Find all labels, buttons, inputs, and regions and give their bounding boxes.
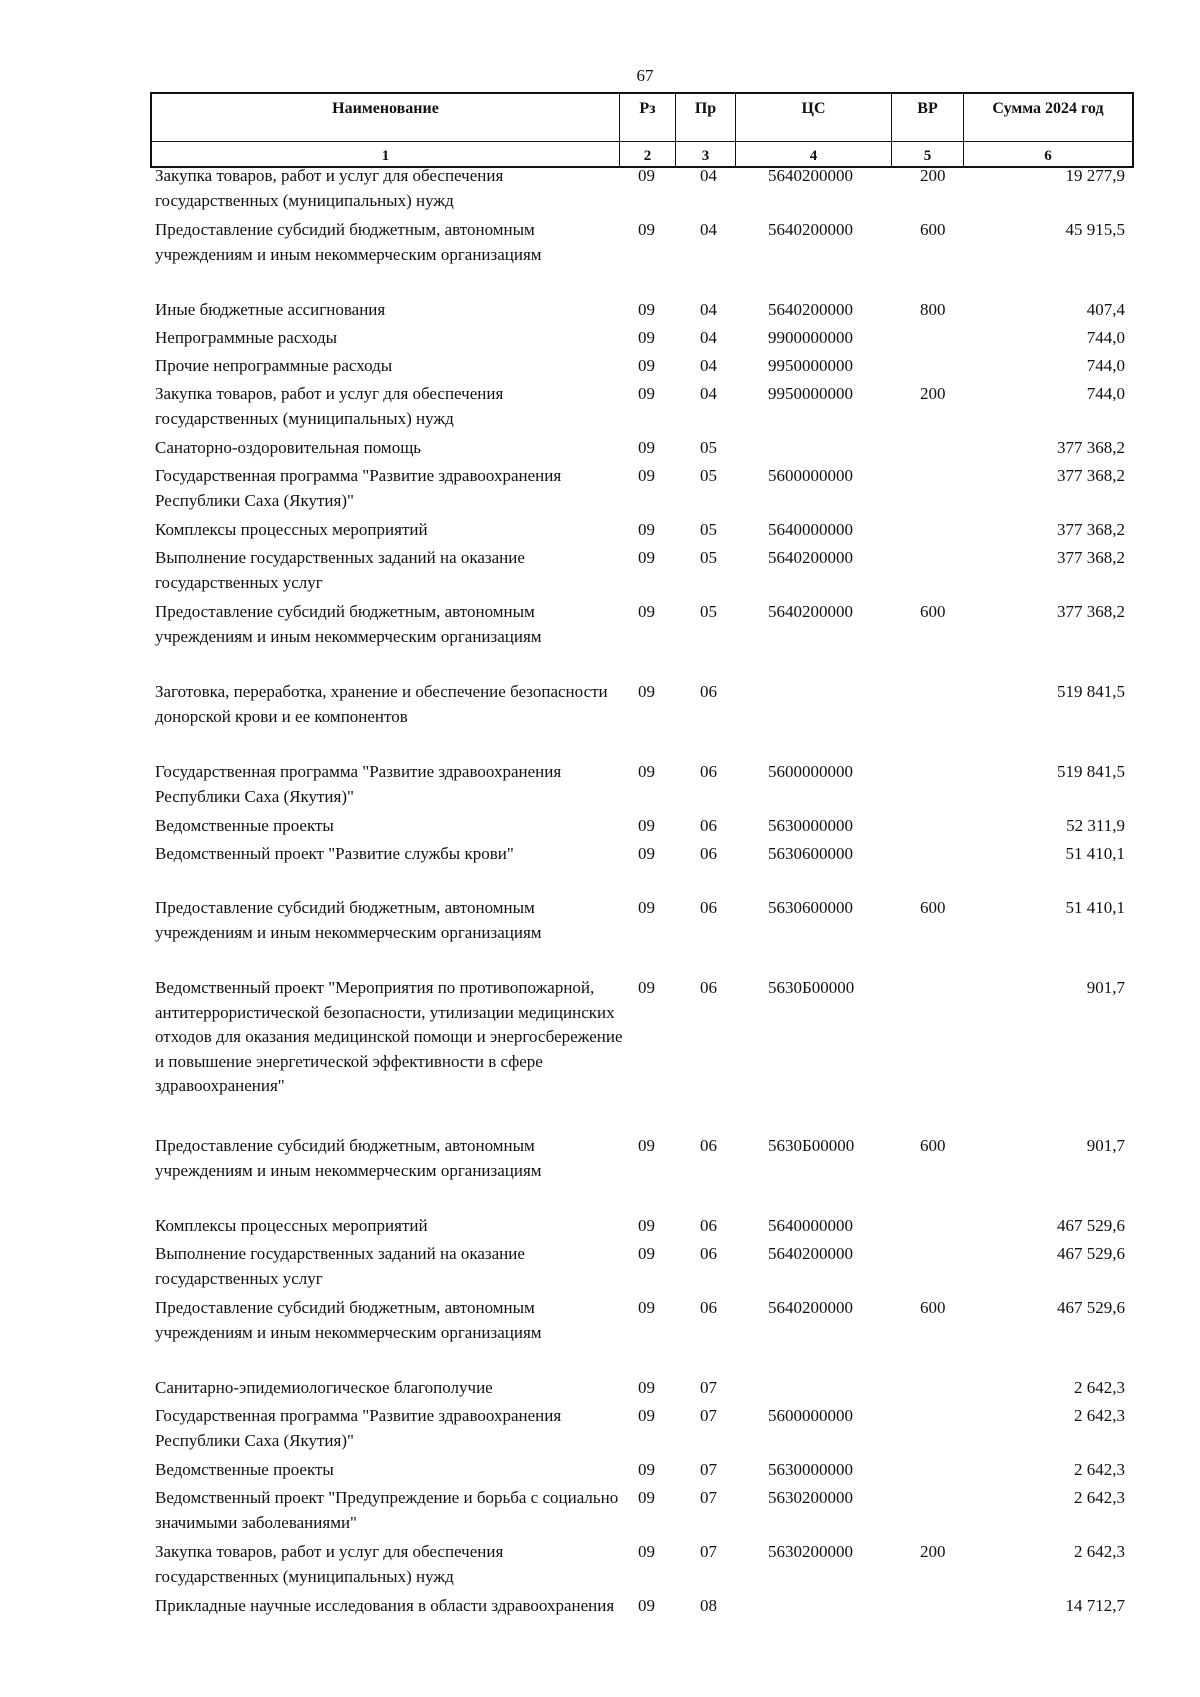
- cell-cs: 5640200000: [768, 1244, 853, 1263]
- cell-sum: 2 642,3: [1074, 1406, 1125, 1425]
- cell-sum: 51 410,1: [1065, 898, 1125, 917]
- column-title: Рз: [639, 100, 656, 117]
- cell-vr: 200: [920, 384, 946, 403]
- cell-cs: 5640200000: [768, 166, 853, 185]
- cell-pr: 07: [700, 1378, 717, 1397]
- cell-name: Государственная программа "Развитие здравоохранения Республики Саха (Якутия)": [155, 762, 562, 806]
- cell-rz: 09: [638, 384, 655, 403]
- cell-vr: 600: [920, 220, 946, 239]
- cell-name: Государственная программа "Развитие здравоохранения Республики Саха (Якутия)": [155, 1406, 562, 1450]
- column-title: Пр: [694, 100, 717, 117]
- cell-pr: 07: [700, 1406, 717, 1425]
- cell-cs: 5630600000: [768, 898, 853, 917]
- cell-pr: 06: [700, 762, 717, 781]
- cell-cs: 9900000000: [768, 328, 853, 347]
- cell-name: Выполнение государственных заданий на оказание государственных услуг: [155, 548, 525, 592]
- cell-pr: 06: [700, 844, 717, 863]
- cell-vr: 200: [920, 1542, 946, 1561]
- column-number: 1: [381, 148, 390, 164]
- cell-sum: 519 841,5: [1057, 682, 1125, 701]
- cell-rz: 09: [638, 1542, 655, 1561]
- column-number: 3: [701, 148, 710, 164]
- column-title: ЦС: [801, 100, 826, 117]
- cell-sum: 901,7: [1086, 978, 1125, 997]
- cell-rz: 09: [638, 1244, 655, 1263]
- cell-cs: 5600000000: [768, 762, 853, 781]
- cell-cs: 5630000000: [768, 816, 853, 835]
- cell-name: Иные бюджетные ассигнования: [155, 300, 386, 319]
- cell-pr: 06: [700, 978, 717, 997]
- cell-rz: 09: [638, 1488, 655, 1507]
- cell-rz: 09: [638, 602, 655, 621]
- column-number: 6: [1044, 148, 1052, 164]
- cell-pr: 07: [700, 1542, 717, 1561]
- cell-sum: 407,4: [1086, 300, 1125, 319]
- cell-pr: 06: [700, 1136, 717, 1155]
- cell-sum: 377 368,2: [1057, 466, 1125, 485]
- cell-rz: 09: [638, 166, 655, 185]
- cell-cs: 5630200000: [768, 1488, 853, 1507]
- cell-name: Ведомственные проекты: [155, 816, 334, 835]
- column-title: ВР: [917, 100, 938, 117]
- cell-rz: 09: [638, 548, 655, 567]
- cell-pr: 05: [700, 548, 717, 567]
- cell-name: Государственная программа "Развитие здравоохранения Республики Саха (Якутия)": [155, 466, 562, 510]
- cell-vr: 600: [920, 1298, 946, 1317]
- cell-cs: 5630Б00000: [768, 978, 855, 997]
- cell-pr: 04: [700, 166, 717, 185]
- cell-sum: 744,0: [1086, 356, 1125, 375]
- cell-pr: 04: [700, 220, 717, 239]
- cell-name: Заготовка, переработка, хранение и обеспечение безопасности донорской крови и ее компонентов: [155, 682, 608, 726]
- cell-sum: 51 410,1: [1065, 844, 1125, 863]
- cell-vr: 600: [920, 602, 946, 621]
- cell-pr: 04: [700, 356, 717, 375]
- cell-rz: 09: [638, 816, 655, 835]
- cell-pr: 05: [700, 520, 717, 539]
- cell-sum: 467 529,6: [1057, 1216, 1125, 1235]
- cell-name: Предоставление субсидий бюджетным, автономным учреждениям и иным некоммерческим организациям: [155, 220, 542, 264]
- cell-rz: 09: [638, 898, 655, 917]
- cell-rz: 09: [638, 1460, 655, 1479]
- cell-cs: 5630200000: [768, 1542, 853, 1561]
- cell-cs: 5600000000: [768, 466, 853, 485]
- cell-sum: 467 529,6: [1057, 1298, 1125, 1317]
- cell-name: Непрограммные расходы: [155, 328, 338, 347]
- cell-pr: 06: [700, 898, 717, 917]
- cell-cs: 5640200000: [768, 220, 853, 239]
- column-number: 2: [643, 148, 652, 164]
- cell-rz: 09: [638, 978, 655, 997]
- cell-rz: 09: [638, 844, 655, 863]
- cell-rz: 09: [638, 356, 655, 375]
- cell-pr: 06: [700, 1298, 717, 1317]
- cell-rz: 09: [638, 762, 655, 781]
- cell-pr: 06: [700, 1216, 717, 1235]
- cell-pr: 07: [700, 1460, 717, 1479]
- cell-sum: 467 529,6: [1057, 1244, 1125, 1263]
- column-number: 5: [923, 148, 932, 164]
- cell-sum: 2 642,3: [1074, 1378, 1125, 1397]
- cell-name: Прикладные научные исследования в области здравоохранения: [155, 1596, 615, 1615]
- cell-pr: 06: [700, 1244, 717, 1263]
- cell-rz: 09: [638, 220, 655, 239]
- cell-cs: 5640200000: [768, 602, 853, 621]
- cell-pr: 04: [700, 384, 717, 403]
- cell-name: Закупка товаров, работ и услуг для обеспечения государственных (муниципальных) нужд: [155, 166, 504, 210]
- cell-name: Закупка товаров, работ и услуг для обеспечения государственных (муниципальных) нужд: [155, 1542, 504, 1586]
- cell-sum: 2 642,3: [1074, 1460, 1125, 1479]
- cell-sum: 19 277,9: [1065, 166, 1125, 185]
- cell-sum: 2 642,3: [1074, 1542, 1125, 1561]
- cell-cs: 5630000000: [768, 1460, 853, 1479]
- cell-rz: 09: [638, 466, 655, 485]
- cell-cs: 5640000000: [768, 1216, 853, 1235]
- cell-name: Предоставление субсидий бюджетным, автономным учреждениям и иным некоммерческим организациям: [155, 1298, 542, 1342]
- cell-pr: 08: [700, 1596, 717, 1615]
- cell-rz: 09: [638, 682, 655, 701]
- cell-cs: 5630600000: [768, 844, 853, 863]
- cell-pr: 07: [700, 1488, 717, 1507]
- cell-name: Комплексы процессных мероприятий: [155, 520, 428, 539]
- column-title: Сумма 2024 год: [992, 100, 1104, 117]
- cell-pr: 05: [700, 438, 717, 457]
- cell-name: Прочие непрограммные расходы: [155, 356, 393, 375]
- cell-rz: 09: [638, 1596, 655, 1615]
- cell-vr: 600: [920, 898, 946, 917]
- cell-rz: 09: [638, 1136, 655, 1155]
- column-number: 4: [809, 148, 818, 164]
- cell-name: Предоставление субсидий бюджетным, автономным учреждениям и иным некоммерческим организациям: [155, 602, 542, 646]
- cell-name: Санаторно-оздоровительная помощь: [155, 438, 422, 457]
- cell-vr: 200: [920, 166, 946, 185]
- cell-rz: 09: [638, 1378, 655, 1397]
- cell-cs: 5640200000: [768, 1298, 853, 1317]
- cell-name: Ведомственный проект "Развитие службы крови": [155, 844, 514, 863]
- cell-name: Комплексы процессных мероприятий: [155, 1216, 428, 1235]
- cell-cs: 5630Б00000: [768, 1136, 855, 1155]
- cell-rz: 09: [638, 520, 655, 539]
- cell-name: Предоставление субсидий бюджетным, автономным учреждениям и иным некоммерческим организациям: [155, 1136, 542, 1180]
- cell-cs: 9950000000: [768, 384, 853, 403]
- cell-name: Ведомственный проект "Мероприятия по противопожарной, антитеррористической безопасности, утилизации медицинских отходов для оказания медицинской помощи и энергосбережение и повышение энергетической эффективности в сфере здравоохранения": [155, 978, 623, 1095]
- cell-name: Санитарно-эпидемиологическое благополучие: [155, 1378, 493, 1397]
- cell-pr: 06: [700, 682, 717, 701]
- cell-sum: 377 368,2: [1057, 520, 1125, 539]
- cell-rz: 09: [638, 1406, 655, 1425]
- cell-rz: 09: [638, 1216, 655, 1235]
- cell-rz: 09: [638, 1298, 655, 1317]
- cell-name: Ведомственные проекты: [155, 1460, 334, 1479]
- cell-cs: 9950000000: [768, 356, 853, 375]
- cell-cs: 5640200000: [768, 548, 853, 567]
- cell-sum: 14 712,7: [1065, 1596, 1125, 1615]
- cell-pr: 04: [700, 328, 717, 347]
- cell-rz: 09: [638, 328, 655, 347]
- cell-sum: 45 915,5: [1065, 220, 1125, 239]
- cell-sum: 744,0: [1086, 328, 1125, 347]
- column-title: Наименование: [332, 100, 439, 117]
- cell-pr: 05: [700, 602, 717, 621]
- cell-name: Предоставление субсидий бюджетным, автономным учреждениям и иным некоммерческим организациям: [155, 898, 542, 942]
- cell-sum: 377 368,2: [1057, 438, 1125, 457]
- cell-vr: 800: [920, 300, 946, 319]
- cell-vr: 600: [920, 1136, 946, 1155]
- cell-rz: 09: [638, 438, 655, 457]
- cell-cs: 5600000000: [768, 1406, 853, 1425]
- cell-sum: 52 311,9: [1066, 816, 1125, 835]
- page-number: 67: [636, 66, 654, 85]
- cell-pr: 04: [700, 300, 717, 319]
- cell-sum: 2 642,3: [1074, 1488, 1125, 1507]
- cell-rz: 09: [638, 300, 655, 319]
- cell-sum: 377 368,2: [1057, 602, 1125, 621]
- cell-pr: 05: [700, 466, 717, 485]
- cell-name: Закупка товаров, работ и услуг для обеспечения государственных (муниципальных) нужд: [155, 384, 504, 428]
- cell-sum: 377 368,2: [1057, 548, 1125, 567]
- cell-sum: 901,7: [1086, 1136, 1125, 1155]
- cell-cs: 5640200000: [768, 300, 853, 319]
- cell-pr: 06: [700, 816, 717, 835]
- cell-cs: 5640000000: [768, 520, 853, 539]
- cell-sum: 519 841,5: [1057, 762, 1125, 781]
- cell-name: Выполнение государственных заданий на оказание государственных услуг: [155, 1244, 525, 1288]
- cell-name: Ведомственный проект "Предупреждение и борьба с социально значимыми заболеваниями": [155, 1488, 619, 1532]
- cell-sum: 744,0: [1086, 384, 1125, 403]
